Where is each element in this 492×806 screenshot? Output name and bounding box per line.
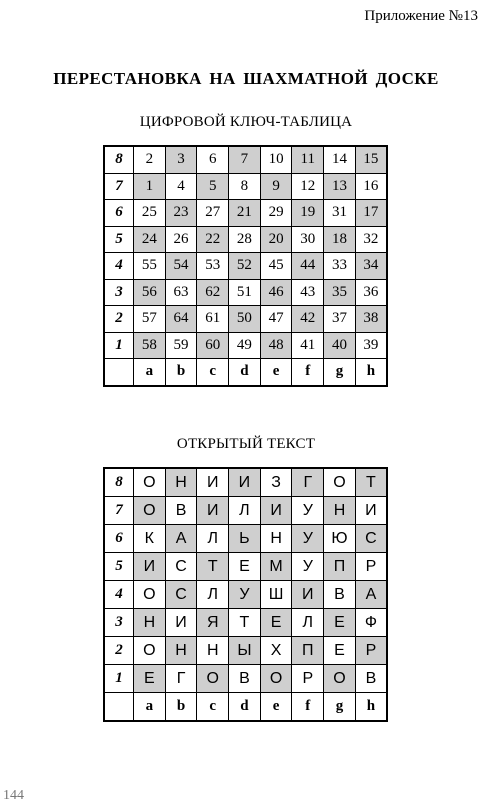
key-cell: 16 (355, 173, 387, 200)
key-cell: 15 (355, 146, 387, 173)
plaintext-cell: И (197, 497, 229, 525)
key-rank-label: 8 (104, 146, 134, 173)
plaintext-row (104, 553, 387, 581)
key-cell: 24 (134, 226, 166, 253)
plaintext-cell: И (355, 497, 387, 525)
plaintext-cell: Ь (229, 525, 261, 553)
plaintext-file-label: c (197, 693, 229, 722)
key-file-row (104, 359, 387, 386)
key-cell: 39 (355, 332, 387, 359)
key-rank-label: 5 (104, 226, 134, 253)
plaintext-cell: И (197, 468, 229, 497)
plaintext-row (104, 609, 387, 637)
plaintext-file-label: e (260, 693, 292, 722)
plaintext-cell: Н (197, 637, 229, 665)
plaintext-cell: Т (197, 553, 229, 581)
plaintext-cell: З (260, 468, 292, 497)
plaintext-cell: А (165, 525, 197, 553)
key-cell: 61 (197, 306, 229, 333)
plaintext-row (104, 665, 387, 693)
key-cell: 45 (260, 253, 292, 280)
key-file-label: a (134, 359, 166, 386)
plaintext-file-label: a (134, 693, 166, 722)
key-cell: 52 (229, 253, 261, 280)
key-file-label: c (197, 359, 229, 386)
plaintext-cell: В (165, 497, 197, 525)
key-rank-label: 2 (104, 306, 134, 333)
key-file-label: b (165, 359, 197, 386)
plaintext-cell: М (260, 553, 292, 581)
key-cell: 13 (324, 173, 356, 200)
key-rank-label: 4 (104, 253, 134, 280)
plaintext-cell: Ю (324, 525, 356, 553)
plaintext-cell: Л (197, 581, 229, 609)
key-cell: 36 (355, 279, 387, 306)
key-cell: 3 (165, 146, 197, 173)
plaintext-cell: О (134, 497, 166, 525)
plaintext-row (104, 525, 387, 553)
key-cell: 29 (260, 200, 292, 227)
key-table-subtitle: ЦИФРОВОЙ КЛЮЧ-ТАБЛИЦА (139, 114, 353, 130)
plaintext-rank-label: 6 (104, 525, 134, 553)
key-corner-cell (104, 359, 134, 386)
key-cell: 42 (292, 306, 324, 333)
key-rank-label: 6 (104, 200, 134, 227)
key-file-label: h (355, 359, 387, 386)
plaintext-cell: Р (355, 553, 387, 581)
key-row (104, 253, 387, 280)
plaintext-cell: О (134, 637, 166, 665)
plaintext-rank-label: 2 (104, 637, 134, 665)
key-cell: 63 (165, 279, 197, 306)
plaintext-cell: Н (260, 525, 292, 553)
key-cell: 54 (165, 253, 197, 280)
key-cell: 38 (355, 306, 387, 333)
key-cell: 30 (292, 226, 324, 253)
key-row (104, 200, 387, 227)
plaintext-cell: Л (229, 497, 261, 525)
key-cell: 64 (165, 306, 197, 333)
plaintext-rank-label: 4 (104, 581, 134, 609)
plaintext-cell: О (134, 468, 166, 497)
key-cell: 14 (324, 146, 356, 173)
key-cell: 8 (229, 173, 261, 200)
key-cell: 2 (134, 146, 166, 173)
key-cell: 20 (260, 226, 292, 253)
key-table (103, 145, 388, 387)
key-file-label: f (292, 359, 324, 386)
key-row (104, 332, 387, 359)
plaintext-table (103, 467, 388, 722)
plaintext-cell: Ф (355, 609, 387, 637)
key-cell: 4 (165, 173, 197, 200)
key-rank-label: 7 (104, 173, 134, 200)
page-number: 144 (3, 788, 24, 803)
key-cell: 22 (197, 226, 229, 253)
key-cell: 11 (292, 146, 324, 173)
key-cell: 17 (355, 200, 387, 227)
plaintext-cell: С (165, 581, 197, 609)
key-cell: 32 (355, 226, 387, 253)
plaintext-cell: Ы (229, 637, 261, 665)
plaintext-cell: Е (324, 609, 356, 637)
key-cell: 41 (292, 332, 324, 359)
plaintext-cell: Л (197, 525, 229, 553)
plaintext-cell: С (355, 525, 387, 553)
plaintext-cell: А (355, 581, 387, 609)
plaintext-cell: О (324, 468, 356, 497)
plaintext-cell: О (260, 665, 292, 693)
key-cell: 55 (134, 253, 166, 280)
plaintext-rank-label: 8 (104, 468, 134, 497)
key-row (104, 173, 387, 200)
plaintext-rank-label: 7 (104, 497, 134, 525)
key-cell: 40 (324, 332, 356, 359)
plaintext-rank-label: 5 (104, 553, 134, 581)
key-cell: 60 (197, 332, 229, 359)
plaintext-cell: Р (355, 637, 387, 665)
key-cell: 6 (197, 146, 229, 173)
plaintext-cell: Т (355, 468, 387, 497)
plaintext-row (104, 581, 387, 609)
key-cell: 53 (197, 253, 229, 280)
page-title: ПЕРЕСТАНОВКА НА ШАХМАТНОЙ ДОСКЕ (53, 69, 439, 88)
key-cell: 56 (134, 279, 166, 306)
key-cell: 43 (292, 279, 324, 306)
key-cell: 34 (355, 253, 387, 280)
key-cell: 1 (134, 173, 166, 200)
plaintext-cell: Н (165, 468, 197, 497)
plaintext-cell: Г (292, 468, 324, 497)
plaintext-cell: Е (229, 553, 261, 581)
plaintext-row (104, 468, 387, 497)
plaintext-row (104, 637, 387, 665)
key-cell: 58 (134, 332, 166, 359)
plaintext-cell: О (134, 581, 166, 609)
key-rank-label: 3 (104, 279, 134, 306)
plaintext-cell: У (229, 581, 261, 609)
key-cell: 37 (324, 306, 356, 333)
plaintext-cell: Е (260, 609, 292, 637)
key-rank-label: 1 (104, 332, 134, 359)
plaintext-cell: И (292, 581, 324, 609)
key-cell: 10 (260, 146, 292, 173)
key-cell: 9 (260, 173, 292, 200)
plaintext-cell: Т (229, 609, 261, 637)
plaintext-cell: В (229, 665, 261, 693)
key-cell: 23 (165, 200, 197, 227)
plaintext-cell: Р (292, 665, 324, 693)
plaintext-cell: С (165, 553, 197, 581)
key-cell: 48 (260, 332, 292, 359)
plaintext-file-label: g (324, 693, 356, 722)
key-cell: 18 (324, 226, 356, 253)
plaintext-cell: Г (165, 665, 197, 693)
key-file-label: g (324, 359, 356, 386)
key-row (104, 146, 387, 173)
plaintext-cell: Я (197, 609, 229, 637)
plaintext-cell: Е (134, 665, 166, 693)
plaintext-file-label: b (165, 693, 197, 722)
plaintext-file-row (104, 693, 387, 722)
plaintext-cell: У (292, 553, 324, 581)
key-cell: 44 (292, 253, 324, 280)
appendix-label: Приложение №13 (364, 8, 478, 24)
plaintext-cell: К (134, 525, 166, 553)
key-row (104, 306, 387, 333)
key-cell: 7 (229, 146, 261, 173)
plaintext-cell: У (292, 497, 324, 525)
key-cell: 49 (229, 332, 261, 359)
key-cell: 62 (197, 279, 229, 306)
plaintext-cell: В (355, 665, 387, 693)
key-cell: 57 (134, 306, 166, 333)
key-cell: 50 (229, 306, 261, 333)
plaintext-cell: О (324, 665, 356, 693)
key-cell: 47 (260, 306, 292, 333)
plaintext-cell: Е (324, 637, 356, 665)
plaintext-cell: О (197, 665, 229, 693)
plaintext-cell: П (292, 637, 324, 665)
key-file-label: d (229, 359, 261, 386)
plaintext-cell: Н (134, 609, 166, 637)
key-cell: 31 (324, 200, 356, 227)
key-cell: 51 (229, 279, 261, 306)
key-cell: 35 (324, 279, 356, 306)
key-file-label: e (260, 359, 292, 386)
key-cell: 28 (229, 226, 261, 253)
plaintext-rank-label: 1 (104, 665, 134, 693)
plaintext-corner-cell (104, 693, 134, 722)
plaintext-row (104, 497, 387, 525)
plaintext-file-label: h (355, 693, 387, 722)
key-cell: 25 (134, 200, 166, 227)
plaintext-cell: Ш (260, 581, 292, 609)
key-cell: 59 (165, 332, 197, 359)
key-cell: 27 (197, 200, 229, 227)
key-cell: 46 (260, 279, 292, 306)
plaintext-cell: Н (165, 637, 197, 665)
key-cell: 21 (229, 200, 261, 227)
plaintext-cell: П (324, 553, 356, 581)
plaintext-cell: И (165, 609, 197, 637)
plaintext-cell: Х (260, 637, 292, 665)
key-row (104, 226, 387, 253)
key-cell: 5 (197, 173, 229, 200)
plaintext-cell: Н (324, 497, 356, 525)
plaintext-cell: У (292, 525, 324, 553)
plaintext-cell: И (134, 553, 166, 581)
key-cell: 33 (324, 253, 356, 280)
key-cell: 19 (292, 200, 324, 227)
plaintext-cell: Л (292, 609, 324, 637)
key-cell: 26 (165, 226, 197, 253)
plaintext-cell: И (229, 468, 261, 497)
plaintext-file-label: d (229, 693, 261, 722)
key-row (104, 279, 387, 306)
plaintext-cell: В (324, 581, 356, 609)
plaintext-cell: И (260, 497, 292, 525)
plaintext-rank-label: 3 (104, 609, 134, 637)
plaintext-file-label: f (292, 693, 324, 722)
plaintext-table-subtitle: ОТКРЫТЫЙ ТЕКСТ (176, 436, 316, 452)
key-cell: 12 (292, 173, 324, 200)
